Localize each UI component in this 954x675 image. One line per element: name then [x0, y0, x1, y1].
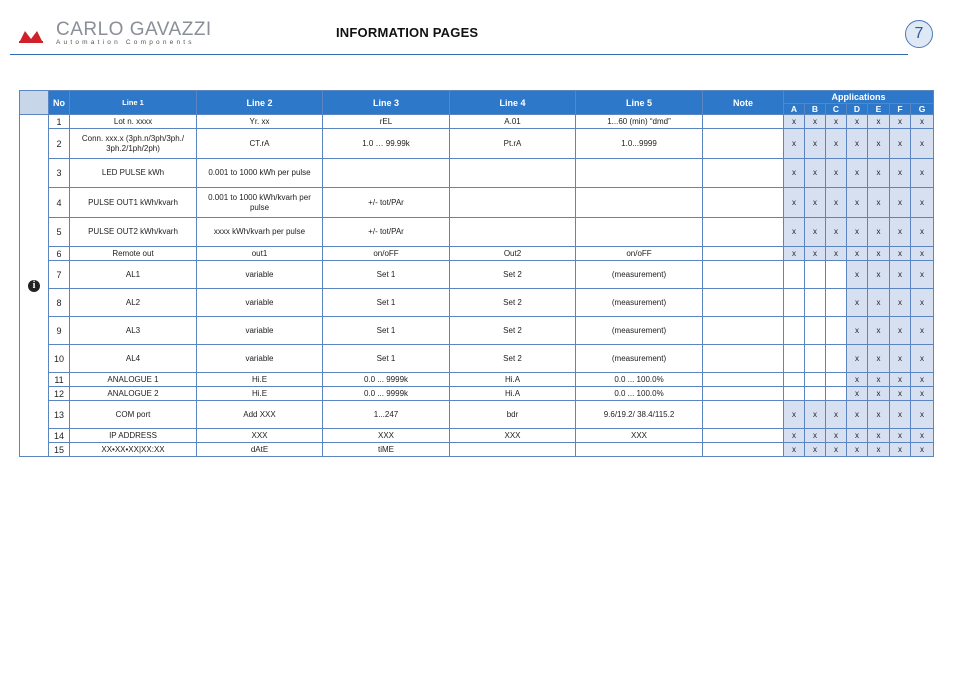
cell-note	[703, 247, 784, 261]
cell-line3: Set 1	[323, 317, 450, 345]
cell-app-c: x	[826, 443, 847, 457]
cell-app-c: x	[826, 218, 847, 247]
cell-line4: Set 2	[450, 317, 576, 345]
table-row	[20, 115, 934, 129]
cell-app-g: x	[911, 247, 934, 261]
header-no: No	[49, 91, 70, 115]
cell-app-d: x	[847, 247, 868, 261]
cell-app-b: x	[805, 115, 826, 129]
cell-line1: Remote out	[70, 247, 197, 261]
header-line-1: Line 1	[70, 91, 197, 115]
table-row	[20, 317, 934, 345]
cell-app-a	[784, 373, 805, 387]
cell-app-a: x	[784, 247, 805, 261]
cell-line3: Set 1	[323, 289, 450, 317]
cell-app-g: x	[911, 387, 934, 401]
cell-app-g: x	[911, 159, 934, 188]
cell-app-e: x	[868, 115, 890, 129]
cell-app-g: x	[911, 401, 934, 429]
cell-line2: out1	[197, 247, 323, 261]
cell-app-c	[826, 261, 847, 289]
cell-note	[703, 289, 784, 317]
cell-line3: tiME	[323, 443, 450, 457]
cell-app-f: x	[890, 129, 911, 159]
cell-app-b: x	[805, 443, 826, 457]
cell-line4: Hi.A	[450, 373, 576, 387]
cell-app-f: x	[890, 443, 911, 457]
cell-app-f: x	[890, 429, 911, 443]
header-line-2: Line 2	[197, 91, 323, 115]
cell-line5: 9.6/19.2/ 38.4/115.2	[576, 401, 703, 429]
cell-note	[703, 129, 784, 159]
cell-no: 10	[49, 345, 70, 373]
cell-line1: PULSE OUT2 kWh/kvarh	[70, 218, 197, 247]
cell-line5: 0.0 ... 100.0%	[576, 373, 703, 387]
cell-app-g: x	[911, 261, 934, 289]
cell-app-d: x	[847, 261, 868, 289]
cell-line4	[450, 218, 576, 247]
cell-no: 3	[49, 159, 70, 188]
cell-app-g: x	[911, 373, 934, 387]
cell-note	[703, 159, 784, 188]
cell-app-a	[784, 317, 805, 345]
header-app-f: F	[890, 104, 911, 115]
cell-note	[703, 429, 784, 443]
cell-app-d: x	[847, 345, 868, 373]
cell-line5: (measurement)	[576, 345, 703, 373]
cell-no: 4	[49, 188, 70, 218]
cell-app-c: x	[826, 115, 847, 129]
cell-app-f: x	[890, 159, 911, 188]
cell-line2: xxxx kWh/kvarh per pulse	[197, 218, 323, 247]
cell-app-g: x	[911, 345, 934, 373]
cell-app-e: x	[868, 401, 890, 429]
cell-app-b	[805, 261, 826, 289]
cell-app-a: x	[784, 188, 805, 218]
cell-app-d: x	[847, 159, 868, 188]
cell-app-g: x	[911, 317, 934, 345]
header-app-a: A	[784, 104, 805, 115]
cell-line3: Set 1	[323, 345, 450, 373]
cell-note	[703, 188, 784, 218]
cell-line5	[576, 443, 703, 457]
cell-line2: Hi.E	[197, 373, 323, 387]
cell-app-c	[826, 289, 847, 317]
cell-app-e: x	[868, 218, 890, 247]
cell-line2: variable	[197, 289, 323, 317]
cell-line2: 0.001 to 1000 kWh/kvarh per pulse	[197, 188, 323, 218]
header-app-e: E	[868, 104, 890, 115]
cell-line5: on/oFF	[576, 247, 703, 261]
cell-line5: 1...60 (min) “dmd”	[576, 115, 703, 129]
cell-app-b: x	[805, 247, 826, 261]
header-applications: Applications	[784, 91, 934, 104]
cell-app-c	[826, 317, 847, 345]
cell-app-f: x	[890, 289, 911, 317]
cell-line4	[450, 188, 576, 218]
cell-app-a: x	[784, 429, 805, 443]
cell-app-b	[805, 317, 826, 345]
cell-note	[703, 115, 784, 129]
cell-no: 13	[49, 401, 70, 429]
cell-line1: PULSE OUT1 kWh/kvarh	[70, 188, 197, 218]
header-note: Note	[703, 91, 784, 115]
cell-no: 1	[49, 115, 70, 129]
cell-app-c	[826, 373, 847, 387]
cell-line2: variable	[197, 317, 323, 345]
cell-app-d: x	[847, 401, 868, 429]
cell-app-d: x	[847, 443, 868, 457]
cell-app-b: x	[805, 401, 826, 429]
cell-app-a: x	[784, 129, 805, 159]
cell-no: 9	[49, 317, 70, 345]
cell-app-d: x	[847, 373, 868, 387]
cell-line1: Conn. xxx.x (3ph.n/3ph/3ph./ 3ph.2/1ph/2ph)	[70, 129, 197, 159]
cell-app-c: x	[826, 188, 847, 218]
cell-app-a: x	[784, 443, 805, 457]
cell-line1: COM port	[70, 401, 197, 429]
cell-app-f: x	[890, 115, 911, 129]
cell-line3: 1...247	[323, 401, 450, 429]
carlo-gavazzi-logo-icon	[19, 29, 43, 43]
cell-app-e: x	[868, 129, 890, 159]
cell-line4: Set 2	[450, 261, 576, 289]
cell-app-g: x	[911, 115, 934, 129]
cell-app-c: x	[826, 429, 847, 443]
cell-line2: dAtE	[197, 443, 323, 457]
cell-line3: +/- tot/PAr	[323, 218, 450, 247]
cell-line3: 0.0 ... 9999k	[323, 373, 450, 387]
cell-app-c: x	[826, 247, 847, 261]
cell-line1: ANALOGUE 2	[70, 387, 197, 401]
cell-app-f: x	[890, 373, 911, 387]
cell-line5: XXX	[576, 429, 703, 443]
table-row	[20, 129, 934, 159]
cell-line2: variable	[197, 261, 323, 289]
cell-app-f: x	[890, 401, 911, 429]
header-line-4: Line 4	[450, 91, 576, 115]
table-row	[20, 443, 934, 457]
cell-app-f: x	[890, 247, 911, 261]
cell-line4: bdr	[450, 401, 576, 429]
cell-app-f: x	[890, 387, 911, 401]
cell-line2: XXX	[197, 429, 323, 443]
cell-app-e: x	[868, 261, 890, 289]
cell-app-d: x	[847, 387, 868, 401]
cell-line4: XXX	[450, 429, 576, 443]
cell-no: 5	[49, 218, 70, 247]
cell-line5: (measurement)	[576, 289, 703, 317]
header-app-c: C	[826, 104, 847, 115]
header-app-b: B	[805, 104, 826, 115]
cell-note	[703, 401, 784, 429]
cell-no: 7	[49, 261, 70, 289]
cell-app-e: x	[868, 443, 890, 457]
cell-app-b	[805, 289, 826, 317]
cell-line5	[576, 159, 703, 188]
table-row	[20, 289, 934, 317]
cell-app-b: x	[805, 218, 826, 247]
header-line-3: Line 3	[323, 91, 450, 115]
cell-app-e: x	[868, 387, 890, 401]
cell-app-a: x	[784, 159, 805, 188]
cell-line5: 1.0...9999	[576, 129, 703, 159]
cell-line1: IP ADDRESS	[70, 429, 197, 443]
cell-app-a: x	[784, 218, 805, 247]
cell-line2: Add XXX	[197, 401, 323, 429]
cell-line5: (measurement)	[576, 261, 703, 289]
cell-app-e: x	[868, 289, 890, 317]
cell-no: 2	[49, 129, 70, 159]
table-row	[20, 429, 934, 443]
table-row	[20, 345, 934, 373]
cell-app-d: x	[847, 115, 868, 129]
information-table	[19, 90, 934, 457]
cell-line1: LED PULSE kWh	[70, 159, 197, 188]
cell-note	[703, 317, 784, 345]
cell-app-f: x	[890, 188, 911, 218]
cell-app-c: x	[826, 401, 847, 429]
info-icon-cell	[20, 115, 49, 457]
cell-line2: Yr. xx	[197, 115, 323, 129]
cell-app-a	[784, 261, 805, 289]
cell-app-a: x	[784, 115, 805, 129]
cell-app-b: x	[805, 129, 826, 159]
cell-line1: AL4	[70, 345, 197, 373]
brand-name: CARLO GAVAZZI	[56, 19, 212, 40]
cell-app-g: x	[911, 129, 934, 159]
cell-app-b: x	[805, 429, 826, 443]
cell-app-e: x	[868, 159, 890, 188]
cell-line4: Hi.A	[450, 387, 576, 401]
cell-note	[703, 218, 784, 247]
header-app-d: D	[847, 104, 868, 115]
page-title: INFORMATION PAGES	[336, 25, 479, 40]
cell-line4: Pt.rA	[450, 129, 576, 159]
cell-app-g: x	[911, 429, 934, 443]
cell-line4: Set 2	[450, 345, 576, 373]
cell-app-d: x	[847, 188, 868, 218]
cell-line3: XXX	[323, 429, 450, 443]
cell-app-g: x	[911, 218, 934, 247]
cell-app-b: x	[805, 159, 826, 188]
cell-app-d: x	[847, 218, 868, 247]
table-row	[20, 247, 934, 261]
cell-line1: Lot n. xxxx	[70, 115, 197, 129]
cell-app-f: x	[890, 261, 911, 289]
cell-line3: rEL	[323, 115, 450, 129]
cell-line1: AL1	[70, 261, 197, 289]
cell-app-b	[805, 345, 826, 373]
cell-note	[703, 443, 784, 457]
cell-line1: AL2	[70, 289, 197, 317]
cell-app-e: x	[868, 373, 890, 387]
cell-app-a	[784, 289, 805, 317]
cell-note	[703, 345, 784, 373]
header-app-g: G	[911, 104, 934, 115]
cell-app-e: x	[868, 188, 890, 218]
header-corner	[20, 91, 49, 115]
cell-no: 6	[49, 247, 70, 261]
cell-app-d: x	[847, 317, 868, 345]
cell-app-d: x	[847, 289, 868, 317]
cell-app-e: x	[868, 345, 890, 373]
table-row	[20, 188, 934, 218]
cell-line4: Out2	[450, 247, 576, 261]
cell-line5: (measurement)	[576, 317, 703, 345]
cell-note	[703, 387, 784, 401]
cell-app-a	[784, 387, 805, 401]
cell-app-a	[784, 345, 805, 373]
cell-line3: 1.0 … 99.99k	[323, 129, 450, 159]
cell-line5	[576, 188, 703, 218]
page-number: 7	[905, 20, 933, 48]
cell-line4	[450, 443, 576, 457]
cell-line3	[323, 159, 450, 188]
cell-app-c	[826, 345, 847, 373]
cell-app-c: x	[826, 129, 847, 159]
cell-line4	[450, 159, 576, 188]
cell-line2: Hi.E	[197, 387, 323, 401]
cell-app-b: x	[805, 188, 826, 218]
brand-subtitle: Automation Components	[56, 39, 195, 46]
cell-line1: AL3	[70, 317, 197, 345]
cell-app-d: x	[847, 129, 868, 159]
cell-app-g: x	[911, 188, 934, 218]
cell-app-c: x	[826, 159, 847, 188]
cell-app-a: x	[784, 401, 805, 429]
table-row	[20, 159, 934, 188]
cell-line3: 0.0 ... 9999k	[323, 387, 450, 401]
cell-no: 8	[49, 289, 70, 317]
cell-line2: variable	[197, 345, 323, 373]
info-icon: i	[28, 280, 40, 292]
header-line-5: Line 5	[576, 91, 703, 115]
cell-app-c	[826, 387, 847, 401]
cell-line3: +/- tot/PAr	[323, 188, 450, 218]
cell-line2: 0.001 to 1000 kWh per pulse	[197, 159, 323, 188]
cell-no: 11	[49, 373, 70, 387]
cell-line5: 0.0 ... 100.0%	[576, 387, 703, 401]
table-row	[20, 401, 934, 429]
cell-app-e: x	[868, 317, 890, 345]
cell-app-f: x	[890, 345, 911, 373]
cell-note	[703, 373, 784, 387]
cell-line2: CT.rA	[197, 129, 323, 159]
cell-note	[703, 261, 784, 289]
cell-app-d: x	[847, 429, 868, 443]
cell-app-e: x	[868, 429, 890, 443]
cell-line4: A.01	[450, 115, 576, 129]
cell-app-g: x	[911, 289, 934, 317]
cell-no: 12	[49, 387, 70, 401]
cell-line3: on/oFF	[323, 247, 450, 261]
header-divider	[10, 54, 908, 55]
table-row	[20, 218, 934, 247]
cell-app-f: x	[890, 218, 911, 247]
cell-line1: XX•XX•XX|XX:XX	[70, 443, 197, 457]
cell-app-e: x	[868, 247, 890, 261]
table-row	[20, 387, 934, 401]
cell-no: 15	[49, 443, 70, 457]
table-row	[20, 261, 934, 289]
cell-app-f: x	[890, 317, 911, 345]
cell-app-b	[805, 387, 826, 401]
cell-line4: Set 2	[450, 289, 576, 317]
cell-line3: Set 1	[323, 261, 450, 289]
cell-line1: ANALOGUE 1	[70, 373, 197, 387]
cell-app-b	[805, 373, 826, 387]
cell-line5	[576, 218, 703, 247]
cell-no: 14	[49, 429, 70, 443]
table-row	[20, 373, 934, 387]
cell-app-g: x	[911, 443, 934, 457]
